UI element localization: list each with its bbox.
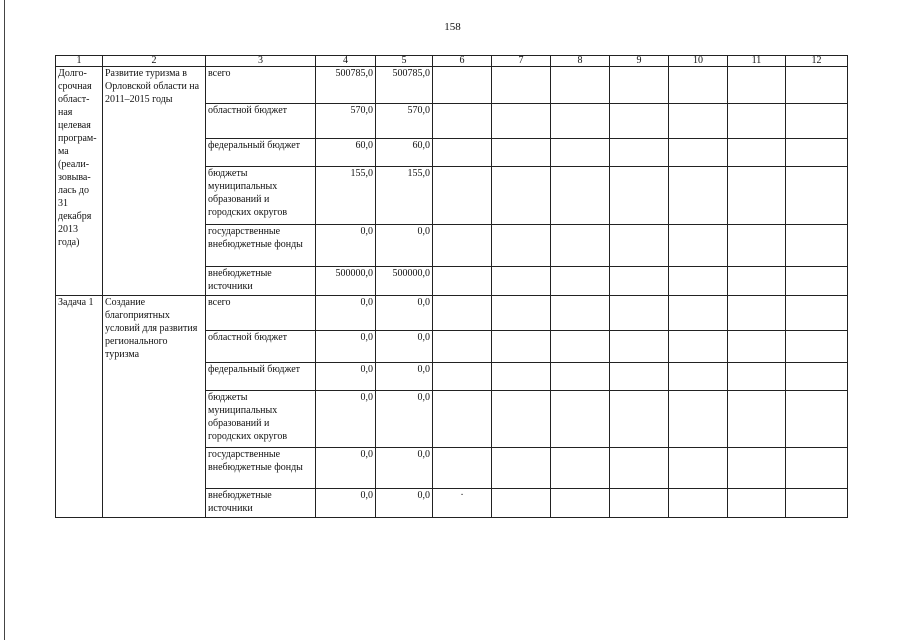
header-cell: 10 xyxy=(669,56,728,67)
funding-source-cell: федеральный бюджет xyxy=(206,139,316,167)
funding-source-cell: областной бюджет xyxy=(206,331,316,363)
value-col4-cell: 500785,0 xyxy=(316,67,376,104)
funding-source-cell: федеральный бюджет xyxy=(206,363,316,391)
header-cell: 12 xyxy=(786,56,848,67)
header-cell: 1 xyxy=(56,56,103,67)
value-col5-cell: 500000,0 xyxy=(376,267,433,296)
value-col6-cell xyxy=(433,448,492,489)
funding-source-cell: внебюджетные источники xyxy=(206,489,316,518)
value-col5-cell: 155,0 xyxy=(376,167,433,225)
value-col5-cell: 0,0 xyxy=(376,448,433,489)
table-row xyxy=(56,67,848,104)
header-cell: 9 xyxy=(610,56,669,67)
funding-source-cell: бюджеты муниципальных образований и городских округов xyxy=(206,167,316,225)
value-col5-cell: 0,0 xyxy=(376,391,433,448)
table-row xyxy=(56,296,848,331)
page-left-edge-line xyxy=(4,0,5,640)
value-col5-cell: 500785,0 xyxy=(376,67,433,104)
funding-source-cell: внебюджетные источники xyxy=(206,267,316,296)
value-col4-cell: 0,0 xyxy=(316,296,376,331)
value-col6-cell xyxy=(433,104,492,139)
value-col4-cell: 0,0 xyxy=(316,448,376,489)
value-col4-cell: 155,0 xyxy=(316,167,376,225)
value-col4-cell: 0,0 xyxy=(316,225,376,267)
header-cell: 6 xyxy=(433,56,492,67)
value-col5-cell: 0,0 xyxy=(376,363,433,391)
program-type-cell: Долго-срочная област-ная целевая програм-ма (реали-зовыва-лась до 31 декабря 2013 года) xyxy=(56,67,103,296)
funding-source-cell: государственные внебюджетные фонды xyxy=(206,448,316,489)
value-col6-cell xyxy=(433,67,492,104)
header-cell: 8 xyxy=(551,56,610,67)
value-col4-cell: 500000,0 xyxy=(316,267,376,296)
value-col6-cell xyxy=(433,139,492,167)
header-cell: 11 xyxy=(728,56,786,67)
value-col5-cell: 0,0 xyxy=(376,489,433,518)
header-cell: 2 xyxy=(103,56,206,67)
header-cell: 5 xyxy=(376,56,433,67)
page-number: 158 xyxy=(444,21,461,33)
value-col6-cell xyxy=(433,331,492,363)
value-col4-cell: 0,0 xyxy=(316,489,376,518)
value-col4-cell: 0,0 xyxy=(316,363,376,391)
value-col6-cell xyxy=(433,225,492,267)
task-number-cell: Задача 1 xyxy=(56,296,103,518)
value-col5-cell: 60,0 xyxy=(376,139,433,167)
program-name-cell: Развитие туризма в Орловской области на 2011–2015 годы xyxy=(103,67,206,296)
header-cell: 7 xyxy=(492,56,551,67)
value-col6-cell xyxy=(433,167,492,225)
column-number-header-row xyxy=(56,56,848,67)
funding-source-cell: бюджеты муниципальных образований и городских округов xyxy=(206,391,316,448)
funding-source-cell: всего xyxy=(206,296,316,331)
value-col6-cell xyxy=(433,391,492,448)
budget-table xyxy=(55,55,848,518)
value-col6-cell xyxy=(433,296,492,331)
value-col6-cell xyxy=(433,267,492,296)
header-cell: 4 xyxy=(316,56,376,67)
funding-source-cell: государственные внебюджетные фонды xyxy=(206,225,316,267)
value-col4-cell: 570,0 xyxy=(316,104,376,139)
task-name-cell: Создание благоприятных условий для развития регионального туризма xyxy=(103,296,206,518)
header-cell: 3 xyxy=(206,56,316,67)
funding-source-cell: областной бюджет xyxy=(206,104,316,139)
value-col4-cell: 60,0 xyxy=(316,139,376,167)
value-col5-cell: 0,0 xyxy=(376,296,433,331)
value-col5-cell: 570,0 xyxy=(376,104,433,139)
funding-source-cell: всего xyxy=(206,67,316,104)
value-col6-cell: · xyxy=(433,489,492,518)
value-col4-cell: 0,0 xyxy=(316,391,376,448)
value-col6-cell xyxy=(433,363,492,391)
value-col4-cell: 0,0 xyxy=(316,331,376,363)
value-col5-cell: 0,0 xyxy=(376,331,433,363)
value-col5-cell: 0,0 xyxy=(376,225,433,267)
